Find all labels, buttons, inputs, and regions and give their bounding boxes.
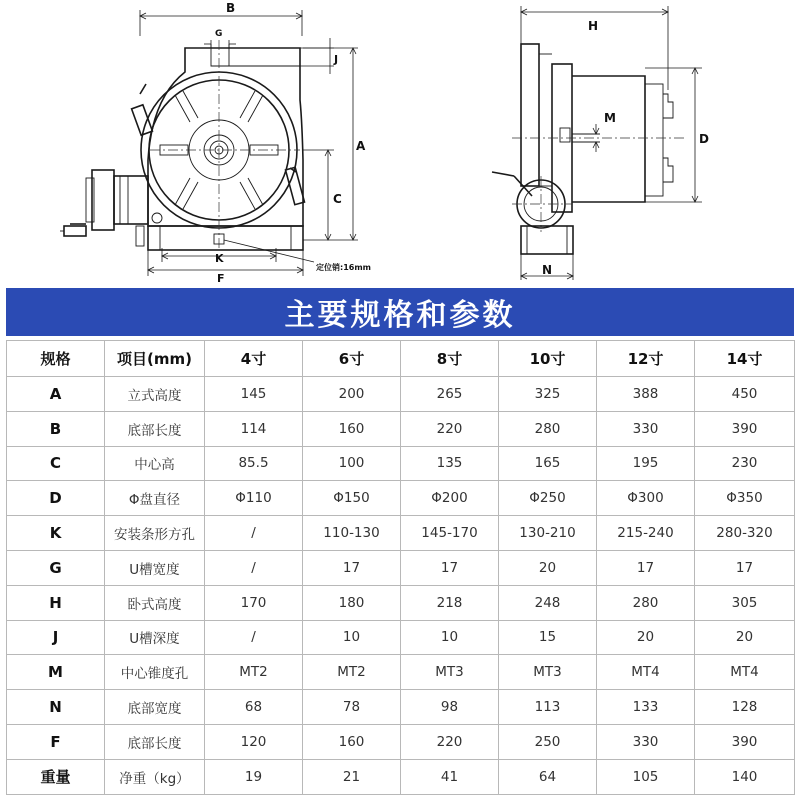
- table-cell: 160: [303, 724, 401, 759]
- table-row: [7, 377, 795, 412]
- table-body: [7, 377, 795, 795]
- table-cell: 145-170: [401, 516, 499, 551]
- table-cell: 248: [499, 585, 597, 620]
- dim-label-b: B: [226, 1, 236, 15]
- dim-label-h: H: [588, 19, 599, 33]
- table-row: [7, 516, 795, 551]
- header-12-inch: 12寸: [597, 341, 695, 377]
- table-cell: 218: [401, 585, 499, 620]
- table-cell: 220: [401, 411, 499, 446]
- table-cell: MT2: [205, 655, 303, 690]
- table-cell: 280-320: [695, 516, 795, 551]
- row-item: Φ盘直径: [105, 481, 205, 516]
- table-cell: MT2: [303, 655, 401, 690]
- header-10-inch: 10寸: [499, 341, 597, 377]
- row-code: C: [7, 446, 105, 481]
- table-cell: 450: [695, 377, 795, 412]
- table-cell: 17: [401, 550, 499, 585]
- table-cell: 220: [401, 724, 499, 759]
- table-row: [7, 620, 795, 655]
- table-cell: 170: [205, 585, 303, 620]
- table-cell: 330: [597, 411, 695, 446]
- table-cell: 114: [205, 411, 303, 446]
- table-cell: 180: [303, 585, 401, 620]
- row-code: D: [7, 481, 105, 516]
- table-cell: MT4: [695, 655, 795, 690]
- technical-drawing: [0, 0, 800, 286]
- table-cell: 41: [401, 759, 499, 794]
- table-cell: 78: [303, 690, 401, 725]
- table-cell: 20: [499, 550, 597, 585]
- table-cell: MT3: [401, 655, 499, 690]
- dim-label-a: A: [356, 139, 366, 153]
- table-cell: 120: [205, 724, 303, 759]
- table-cell: 265: [401, 377, 499, 412]
- table-cell: /: [205, 620, 303, 655]
- row-item: U槽宽度: [105, 550, 205, 585]
- table-cell: 280: [597, 585, 695, 620]
- pin-note: 定位销:16mm: [316, 263, 372, 272]
- table-row: [7, 481, 795, 516]
- table-cell: 21: [303, 759, 401, 794]
- row-item: 卧式高度: [105, 585, 205, 620]
- table-cell: 200: [303, 377, 401, 412]
- header-item: 项目(mm): [105, 341, 205, 377]
- row-code: K: [7, 516, 105, 551]
- table-cell: Φ300: [597, 481, 695, 516]
- row-code: J: [7, 620, 105, 655]
- table-cell: 145: [205, 377, 303, 412]
- dim-label-g: G: [215, 29, 223, 39]
- table-row: [7, 690, 795, 725]
- table-header-row: [7, 341, 795, 377]
- dim-label-k: K: [215, 252, 224, 265]
- table-cell: 140: [695, 759, 795, 794]
- spec-title: 主要规格和参数: [284, 298, 516, 333]
- row-item: 安装条形方孔: [105, 516, 205, 551]
- table-cell: 135: [401, 446, 499, 481]
- table-cell: 130-210: [499, 516, 597, 551]
- table-row: [7, 759, 795, 794]
- table-cell: MT4: [597, 655, 695, 690]
- table-cell: 100: [303, 446, 401, 481]
- table-cell: 165: [499, 446, 597, 481]
- table-cell: MT3: [499, 655, 597, 690]
- table-cell: 105: [597, 759, 695, 794]
- table-cell: 325: [499, 377, 597, 412]
- table-cell: 215-240: [597, 516, 695, 551]
- row-item: U槽深度: [105, 620, 205, 655]
- table-cell: 20: [695, 620, 795, 655]
- table-row: [7, 446, 795, 481]
- row-item: 底部长度: [105, 724, 205, 759]
- table-cell: 10: [401, 620, 499, 655]
- side-view: [492, 6, 709, 280]
- table-cell: Φ200: [401, 481, 499, 516]
- table-cell: 68: [205, 690, 303, 725]
- table-cell: 17: [597, 550, 695, 585]
- dim-label-c: C: [333, 192, 342, 206]
- header-4-inch: 4寸: [205, 341, 303, 377]
- table-cell: 20: [597, 620, 695, 655]
- table-cell: 64: [499, 759, 597, 794]
- row-code: N: [7, 690, 105, 725]
- spec-title-bar: [6, 288, 794, 336]
- row-code: 重量: [7, 759, 105, 794]
- dim-label-d: D: [699, 132, 709, 146]
- header-spec: 规格: [7, 341, 105, 377]
- table-cell: Φ110: [205, 481, 303, 516]
- table-cell: 19: [205, 759, 303, 794]
- row-code: H: [7, 585, 105, 620]
- row-item: 底部长度: [105, 411, 205, 446]
- row-code: F: [7, 724, 105, 759]
- row-code: A: [7, 377, 105, 412]
- table-row: [7, 724, 795, 759]
- table-cell: Φ150: [303, 481, 401, 516]
- dim-label-f: F: [217, 272, 225, 285]
- table-cell: Φ350: [695, 481, 795, 516]
- table-cell: 388: [597, 377, 695, 412]
- table-cell: 15: [499, 620, 597, 655]
- table-cell: /: [205, 550, 303, 585]
- row-item: 底部宽度: [105, 690, 205, 725]
- table-row: [7, 655, 795, 690]
- row-item: 立式高度: [105, 377, 205, 412]
- table-cell: 133: [597, 690, 695, 725]
- spec-table: [6, 340, 795, 795]
- header-6-inch: 6寸: [303, 341, 401, 377]
- table-cell: 195: [597, 446, 695, 481]
- row-code: M: [7, 655, 105, 690]
- table-row: [7, 550, 795, 585]
- dim-label-m: M: [604, 111, 616, 125]
- table-cell: 330: [597, 724, 695, 759]
- table-cell: Φ250: [499, 481, 597, 516]
- dim-label-j: J: [334, 53, 339, 66]
- table-cell: 113: [499, 690, 597, 725]
- row-item: 中心高: [105, 446, 205, 481]
- row-item: 中心锥度孔: [105, 655, 205, 690]
- row-item: 净重（kg）: [105, 759, 205, 794]
- table-cell: 110-130: [303, 516, 401, 551]
- table-cell: 98: [401, 690, 499, 725]
- table-cell: 128: [695, 690, 795, 725]
- table-cell: 250: [499, 724, 597, 759]
- table-cell: 390: [695, 724, 795, 759]
- header-14-inch: 14寸: [695, 341, 795, 377]
- header-8-inch: 8寸: [401, 341, 499, 377]
- table-cell: 280: [499, 411, 597, 446]
- table-cell: 305: [695, 585, 795, 620]
- dim-label-n: N: [542, 263, 553, 277]
- table-cell: 10: [303, 620, 401, 655]
- row-code: G: [7, 550, 105, 585]
- table-cell: 17: [695, 550, 795, 585]
- table-cell: 85.5: [205, 446, 303, 481]
- row-code: B: [7, 411, 105, 446]
- table-cell: 390: [695, 411, 795, 446]
- front-view: [60, 1, 371, 285]
- table-cell: /: [205, 516, 303, 551]
- table-cell: 160: [303, 411, 401, 446]
- table-row: [7, 585, 795, 620]
- table-cell: 17: [303, 550, 401, 585]
- table-row: [7, 411, 795, 446]
- table-cell: 230: [695, 446, 795, 481]
